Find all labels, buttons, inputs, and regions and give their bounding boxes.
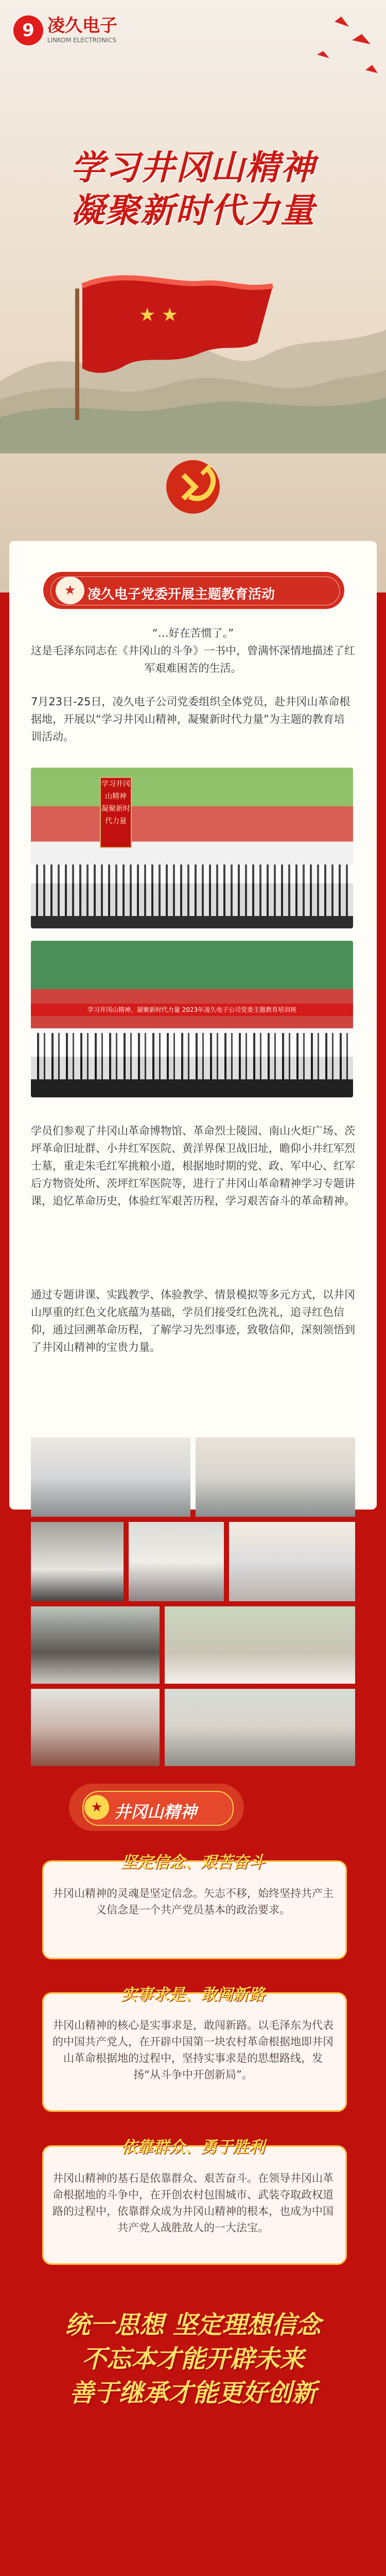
red-flag-icon xyxy=(62,260,283,425)
lecture-photo-1 xyxy=(31,1437,190,1517)
hammer-sickle-icon: ★ xyxy=(84,1795,109,1820)
birds-icon xyxy=(257,0,386,113)
hero-title-line1: 学习井冈山精神 xyxy=(71,148,315,188)
speaker-photo-3 xyxy=(229,1522,355,1601)
group-photo-monument xyxy=(31,768,353,928)
header xyxy=(0,0,386,592)
activity-intro: 7月23日-25日，凌久电子公司党委组织全体党员，赴井冈山革命根据地，开展以“学习井冈山精神，凝聚新时代力量”为主题的教育培训活动。 xyxy=(31,696,350,743)
hammer-sickle-icon: ★ xyxy=(56,577,84,604)
spirit-title: 井冈山精神 xyxy=(114,1802,197,1822)
people-row xyxy=(31,865,353,916)
spirit-tag-2: 实事求是、敢闯新路 xyxy=(121,1986,265,2004)
group-photo-banner xyxy=(31,941,353,1097)
logo-cn-text: 凌久电子 xyxy=(47,15,117,36)
photo-banner-strip: 学习井冈山精神，凝聚新时代力量 2023年凌久电子公司党委主题教育培训班 xyxy=(31,1004,353,1016)
logo-en-text: LINKOM ELECTRONICS xyxy=(47,37,116,44)
section-title: 凌久电子党委开展主题教育活动 xyxy=(87,587,275,602)
activity-summary: 通过专题讲课、实践教学、体验教学、情景模拟等多元方式，以井冈山厚重的红色文化底蕴为基础，学员们接受红色洗礼，追寻红色信仰，通过回溯革命历程，了解学习先烈事迹，致敬信仰，深刻领悟到了井冈山精神的宝贵力量。 xyxy=(31,1289,355,1353)
memorial-photo xyxy=(31,1606,160,1684)
hero-title-line2: 凝聚新时代力量 xyxy=(71,191,315,230)
speaker-photo-2 xyxy=(129,1522,224,1601)
spirit-text-1: 井冈山精神的灵魂是坚定信念。矢志不移，始终坚持共产主义信念是一个共产党员基本的政治要求。 xyxy=(52,1887,334,1916)
spirit-tag-3: 依靠群众、勇于胜利 xyxy=(121,2138,265,2157)
museum-photo xyxy=(31,1689,160,1766)
spirit-tag-1: 坚定信念、艰苦奋斗 xyxy=(121,1853,265,1872)
logo-mark-icon: 9 xyxy=(13,15,43,45)
slogan-line-3: 善于继承才能更好创新 xyxy=(69,2379,317,2408)
spirit-text-3: 井冈山精神的基石是依靠群众、艰苦奋斗。在领导井冈山革命根据地的斗争中，在开创农村包围城市、武装夺取政权道路的过程中，依靠群众成为井冈山精神的根本，也成为中国共产党人战胜敌人的一大法宝。 xyxy=(52,2172,334,2234)
city-skyline-illustration xyxy=(0,2416,386,2576)
photo-banner-text: 学习井冈山精神 凝聚新时代力量 xyxy=(100,777,132,848)
visit-photo-1 xyxy=(165,1606,355,1684)
svg-text:★ ★: ★ ★ xyxy=(139,304,178,326)
slogan-line-1: 统一思想 坚定理想信念 xyxy=(65,2311,321,2340)
visit-photo-2 xyxy=(165,1689,355,1766)
party-emblem-icon xyxy=(160,453,226,520)
slogan-line-2: 不忘本才能开辟未来 xyxy=(81,2345,304,2374)
activity-description: 学员们参观了井冈山革命博物馆、革命烈士陵园、南山火炬广场、茨坪革命旧址群、小井红军医院、黄洋界保卫战旧址，瞻仰小井红军烈士墓，重走朱毛红军挑粮小道，根据地时期的党、政、军中心、红军后方物资处所、茨坪红军医院等，进行了井冈山革命精神学习专题讲课，追忆革命历史，体验红军艰苦历程，学习艰苦奋斗的革命精神。 xyxy=(31,1125,355,1207)
company-logo xyxy=(13,15,117,45)
lecture-photo-2 xyxy=(196,1437,355,1517)
intro-quote: “…好在苦惯了。” 这是毛泽东同志在《井冈山的斗争》一书中，曾满怀深情地描述了红军艰难困苦的生活。 xyxy=(31,627,355,674)
people-row-2 xyxy=(31,1033,353,1079)
speaker-photo-1 xyxy=(31,1522,124,1601)
spirit-text-2: 井冈山精神的核心是实事求是，敢闯新路。以毛泽东为代表的中国共产党人，在开辟中国第一块农村革命根据地即井冈山革命根据地的过程中，坚持实事求是的思想路线，发扬“从斗争中开创新局”。 xyxy=(52,2019,334,2081)
